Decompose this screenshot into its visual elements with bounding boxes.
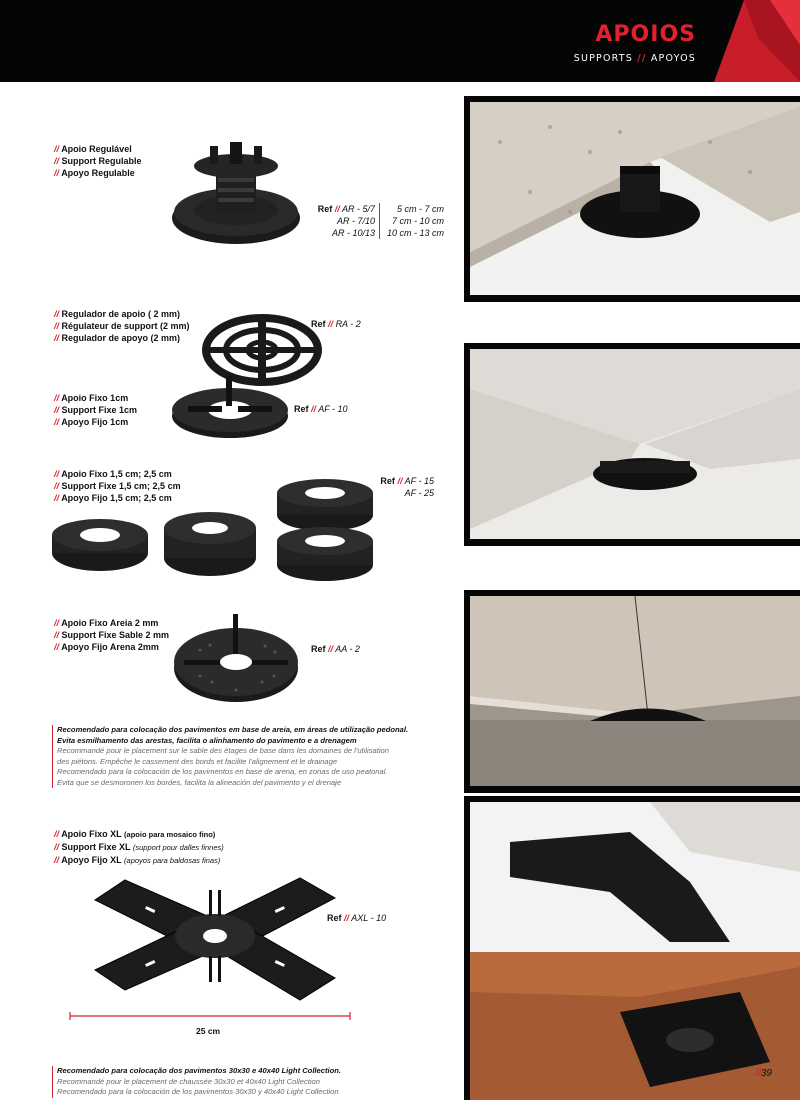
areia-recommendation-note: Recomendado para colocação dos pavimentos em base de areia, em áreas de utilização pedonal. Evita esmilhamento das arestas, facilita o alinhamento do pavimento e a drenagem Recommandé pour le placement sur le sable des étages de base dans les domaines de l'utilisation des piétons. Empêche le cassement des bords et facilite l'alignement et le drainage Recomendado para la colocación de los pavimentos en base de arena, en zonas de uso peatonal. Evita que se desmoronen los bordes, facilita la alineación del pavimento y el drenaje (52, 725, 465, 788)
ref-size: 5 cm - 7 cm (396, 204, 444, 214)
fixed-support-1cm-image (168, 370, 293, 442)
xl-recommendation-note: Recomendado para colocação dos pavimentos 30x30 e 40x40 Light Collection. Recommandé pour le placement de chaussée 30x30 et 40x40 Light Collection Recomendado para la colocación de los pavimentos 30x30 y 40x40 Light Collection (52, 1066, 465, 1098)
product-name-pt: Apoio Regulável (61, 144, 132, 154)
product-regulavel-refs: Ref // AR - 5/7 AR - 7/10 AR - 10/13 5 cm - 7 cm 7 cm - 10 cm 10 cm - 13 cm (311, 203, 444, 239)
ref-size: 7 cm - 10 cm (391, 216, 444, 226)
product-fixo1-names: // Apoio Fixo 1cm // Support Fixe 1cm // Apoyo Fijo 1cm (54, 393, 138, 427)
product-regulavel-names: // Apoio Regulável // Support Regulable // Apoyo Regulable (54, 144, 142, 178)
photo-fixed-support-corner (464, 343, 800, 546)
product-regulador-names: // Regulador de apoio ( 2 mm) // Régulateur de support (2 mm) // Regulador de apoyo (2 mm) (54, 309, 190, 343)
red-corner-graphic (700, 0, 800, 82)
product-fixo15-names: // Apoio Fixo 1,5 cm; 2,5 cm // Support Fixe 1,5 cm; 2,5 cm // Apoyo Fijo 1,5 cm; 2,5 cm (54, 469, 181, 503)
product-xl-names: // Apoio Fixo XL (apoio para mosaico fino) // Support Fixe XL (support pour dalles finnes) // Apoyo Fijo XL (apoyos para baldosas finas) (54, 829, 224, 865)
subtitle-separator: // (637, 53, 647, 64)
subtitle-es: APOYOS (650, 53, 696, 64)
product-areia-ref: Ref // AA - 2 (311, 644, 360, 654)
adjustable-pedestal-image (170, 140, 305, 255)
photo-sand-support (464, 590, 800, 793)
ref-code: AR - 5/7 (341, 204, 375, 214)
subtitle-fr: SUPPORTS (573, 53, 633, 64)
dimension-label: 25 cm (196, 1026, 221, 1036)
photo-adjustable-pedestal (464, 96, 800, 302)
dimension-line (68, 1012, 352, 1020)
ref-code: AR - 7/10 (336, 216, 375, 226)
page-title: APOIOS (595, 22, 696, 47)
ref-code: AR - 10/13 (331, 228, 375, 238)
xl-cross-support-image (85, 870, 345, 1010)
page-header (0, 0, 800, 82)
product-xl-ref: Ref // AXL - 10 (327, 913, 387, 923)
product-regulador-ref: Ref // RA - 2 (311, 319, 361, 329)
photo-xl-support (464, 796, 800, 1100)
product-name-es: Apoyo Regulable (61, 168, 135, 178)
product-areia-names: // Apoio Fixo Areia 2 mm // Support Fixe Sable 2 mm // Apoyo Fijo Arena 2mm (54, 618, 170, 652)
product-fixo1-ref: Ref // AF - 10 (294, 404, 348, 414)
ref-size: 10 cm - 13 cm (386, 228, 444, 238)
page-subtitle (574, 53, 696, 64)
sand-support-disc-image (170, 610, 305, 710)
product-fixo15-refs: Ref // AF - 15 AF - 25 (380, 476, 434, 498)
product-name-fr: Support Regulable (61, 156, 142, 166)
fixed-support-rings-image (50, 475, 380, 585)
page-number: //39 (755, 1068, 772, 1079)
